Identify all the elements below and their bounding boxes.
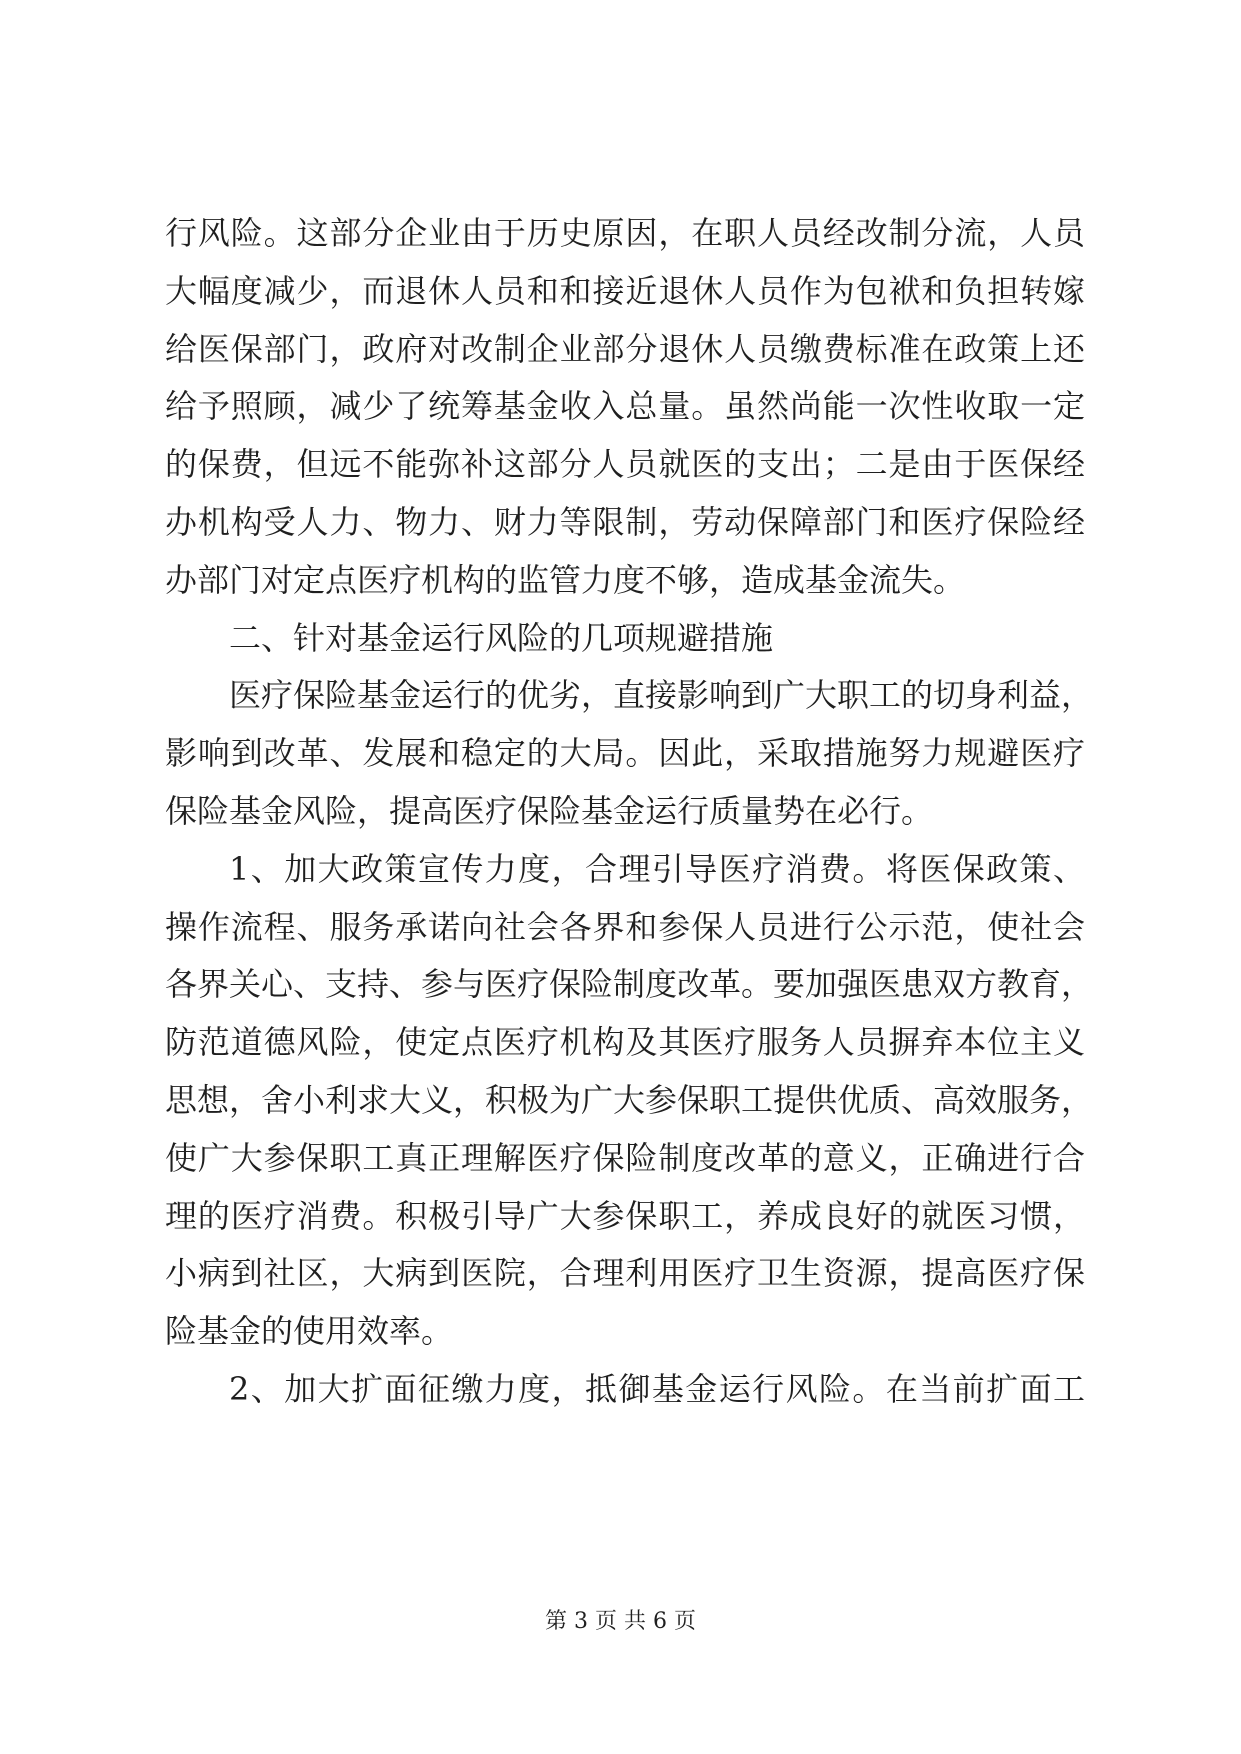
- text-line: 1、加大政策宣传力度，合理引导医疗消费。将医保政策、: [229, 849, 1085, 888]
- page-footer: 第 3 页 共 6 页: [545, 1609, 696, 1634]
- text-line: 思想，舍小利求大义，积极为广大参保职工提供优质、高效服务，: [165, 1080, 1094, 1119]
- text-line: 小病到社区，大病到医院，合理利用医疗卫生资源，提高医疗保: [165, 1254, 1085, 1293]
- text-line: 保险基金风险，提高医疗保险基金运行质量势在必行。: [165, 791, 934, 830]
- section-heading: 二、针对基金运行风险的几项规避措施: [229, 618, 774, 657]
- text-line: 使广大参保职工真正理解医疗保险制度改革的意义，正确进行合: [165, 1138, 1085, 1177]
- text-line: 办部门对定点医疗机构的监管力度不够，造成基金流失。: [165, 560, 966, 599]
- text-line: 理的医疗消费。积极引导广大参保职工，养成良好的就医习惯，: [165, 1196, 1085, 1235]
- text-line: 大幅度减少，而退休人员和和接近退休人员作为包袱和负担转嫁: [165, 271, 1085, 310]
- text-line: 办机构受人力、物力、财力等限制，劳动保障部门和医疗保险经: [165, 502, 1085, 541]
- text-line: 影响到改革、发展和稳定的大局。因此，采取措施努力规避医疗: [165, 734, 1085, 773]
- text-line: 行风险。这部分企业由于历史原因，在职人员经改制分流，人员: [165, 214, 1085, 252]
- text-line: 医疗保险基金运行的优劣，直接影响到广大职工的切身利益，: [229, 676, 1094, 715]
- text-line: 给予照顾，减少了统筹基金收入总量。虽然尚能一次性收取一定: [165, 387, 1085, 426]
- text-line: 防范道德风险，使定点医疗机构及其医疗服务人员摒弃本位主义: [165, 1023, 1085, 1062]
- text-line: 险基金的使用效率。: [165, 1312, 454, 1351]
- text-line: 给医保部门，政府对改制企业部分退休人员缴费标准在政策上还: [165, 329, 1085, 368]
- body-text: [165, 205, 1094, 1419]
- text-line: 2、加大扩面征缴力度，抵御基金运行风险。在当前扩面工: [229, 1369, 1085, 1408]
- text-line: 操作流程、服务承诺向社会各界和参保人员进行公示范，使社会: [165, 907, 1085, 946]
- text-line: 的保费，但远不能弥补这部分人员就医的支出；二是由于医保经: [165, 445, 1085, 484]
- text-line: 各界关心、支持、参与医疗保险制度改革。要加强医患双方教育，: [165, 965, 1094, 1004]
